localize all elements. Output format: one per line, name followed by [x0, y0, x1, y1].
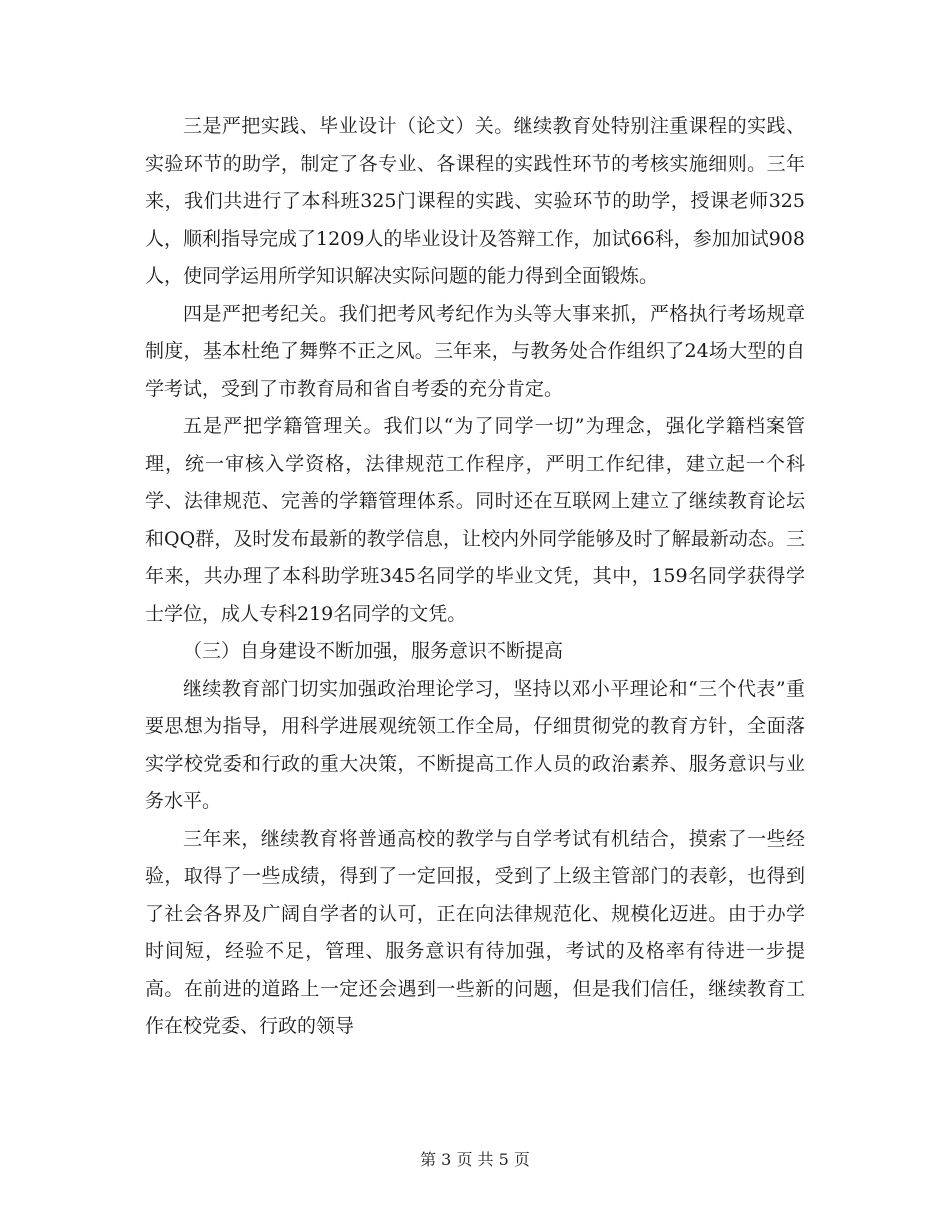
paragraph-student-records: 五是严把学籍管理关。我们以“为了同学一切”为理念，强化学籍档案管理，统一审核入学资格，法律规范工作程序，严明工作纪律，建立起一个科学、法律规范、完善的学籍管理体系。同时还在互联网上建立了继续教育论坛和QQ群，及时发布最新的教学信息，让校内外同学能够及时了解最新动态。三年来，共办理了本科助学班345名同学的毕业文凭，其中，159名同学获得学士学位，成人专科219名同学的文凭。: [145, 415, 805, 625]
section-heading: （三）自身建设不断加强，服务意识不断提高: [183, 640, 564, 662]
document-body: [145, 108, 805, 1046]
paragraph-practice-thesis: 三是严把实践、毕业设计（论文）关。继续教育处特别注重课程的实践、实验环节的助学，制定了各专业、各课程的实践性环节的考核实施细则。三年来，我们共进行了本科班325门课程的实践、实验环节的助学，授课老师325人，顺利指导完成了1209人的毕业设计及答辩工作，加试66科，参加加试908人，使同学运用所学知识解决实际问题的能力得到全面锻炼。: [145, 115, 805, 287]
paragraph-summary: 三年来，继续教育将普通高校的教学与自学考试有机结合，摸索了一些经验，取得了一些成绩，得到了一定回报，受到了上级主管部门的表彰，也得到了社会各界及广阔自学者的认可，正在向法律规范化、规模化迈进。由于办学时间短，经验不足，管理、服务意识有待加强，考试的及格率有待进一步提高。在前进的道路上一定还会遇到一些新的问题，但是我们信任，继续教育工作在校党委、行政的领导: [145, 827, 805, 1037]
paragraph-exam-discipline: 四是严把考纪关。我们把考风考纪作为头等大事来抓，严格执行考场规章制度，基本杜绝了舞弊不正之风。三年来，与教务处合作组织了24场大型的自学考试，受到了市教育局和省自考委的充分肯定。: [145, 302, 805, 400]
page-footer: 第 3 页 共 5 页: [420, 1150, 530, 1169]
paragraph-political-study: 继续教育部门切实加强政治理论学习，坚持以邓小平理论和“三个代表”重要思想为指导，用科学进展观统领工作全局，仔细贯彻党的教育方针，全面落实学校党委和行政的重大决策，不断提高工作人员的政治素养、服务意识与业务水平。: [145, 677, 805, 812]
